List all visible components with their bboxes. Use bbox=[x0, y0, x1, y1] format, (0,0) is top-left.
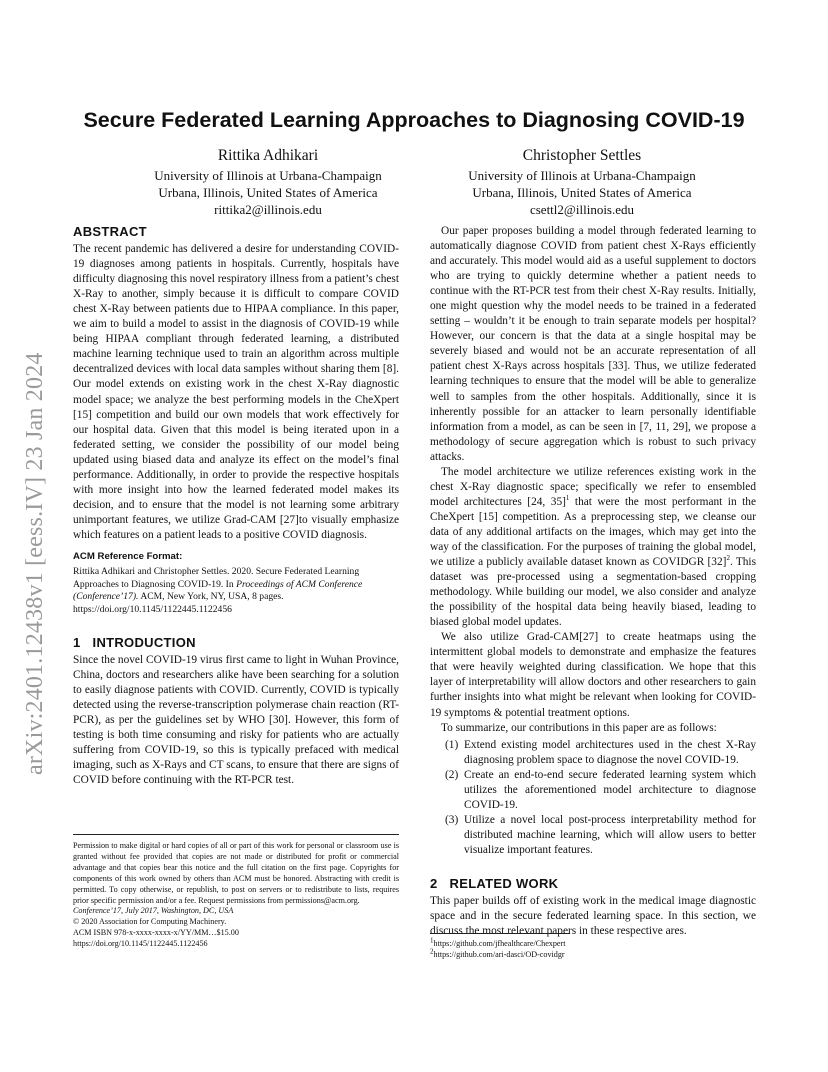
reference-format-text: Rittika Adhikari and Christopher Settles. 2020. Secure Federated Learning Approaches to Diagnosing COVID-19. In Proceedings of ACM Conference (Conference’17). ACM, New York, NY, USA, 8 pages. https://doi.org/10.1145/1122445.1122456 bbox=[73, 565, 363, 616]
author-block-1 bbox=[118, 146, 418, 218]
author-email: csettl2@illinois.edu bbox=[529, 202, 635, 217]
list-item: (2) Create an end-to-end secure federated learning system which utilizes the aforementioned model architecture to diagnose COVID-19. bbox=[445, 768, 756, 811]
abstract-heading: ABSTRACT bbox=[73, 224, 147, 239]
author-name: Christopher Settles bbox=[522, 147, 642, 164]
author-location: Urbana, Illinois, United States of America bbox=[158, 185, 378, 200]
footnote-1: $^1$https://github.com/jfhealthcare/Chexpert bbox=[430, 936, 566, 948]
right-column bbox=[430, 224, 756, 939]
contributions-list bbox=[430, 738, 756, 858]
abstract-text: The recent pandemic has delivered a desire for understanding COVID-19 diagnoses among patients in hospitals. Currently, hospitals have difficulty diagnosing this novel respiratory illness from a patient’s chest X-Ray to another, simply because it is difficult to compare COVID chest X-Ray between patients due to HIPAA compliance. In this paper, we aim to build a model to assist in the diagnosis of COVID-19 while being HIPAA compliant through federated learning, a distributed machine learning technique used to train an algorithm across multiple decentralized devices with local data samples without sharing them [8]. Our model extends on existing work in the chest X-Ray diagnostic model space; we analyze the best performing models in the CheXpert [15] competition and build our own models that work effectively for our hospital data. Given that this model is being iterated upon in a federated setting, we consider the possibility of our model being updated using biased data and analyze its effect on the model’s final performance. Additionally, in order to provide the respective hospitals with more insight into how the learned federated model makes its decision, and to ensure that the model is not learning some arbitrary unimportant features, we utilize Grad-CAM [27]to visually emphasize which features on a patient leads to a positive COVID diagnosis. bbox=[73, 243, 399, 541]
author-block-2 bbox=[432, 146, 732, 218]
permission-notice bbox=[73, 834, 399, 950]
copyright-line: © 2020 Association for Computing Machinery. bbox=[73, 917, 227, 927]
introduction-heading: 1 INTRODUCTION bbox=[73, 634, 196, 650]
footnotes bbox=[430, 933, 570, 960]
paper-title: Secure Federated Learning Approaches to Diagnosing COVID-19 bbox=[83, 108, 745, 132]
author-location: Urbana, Illinois, United States of America bbox=[472, 185, 692, 200]
list-item: (1) Extend existing model architectures used in the chest X-Ray diagnosing problem space to diagnose the novel COVID-19. bbox=[445, 738, 756, 766]
isbn-line: ACM ISBN 978-x-xxxx-xxxx-x/YY/MM…$15.00 bbox=[73, 928, 239, 938]
arxiv-identifier-stamp: arXiv:2401.12438v1 [eess.IV] 23 Jan 2024 bbox=[22, 352, 48, 775]
list-item: (3) Utilize a novel local post-process interpretability method for distributed machine learning, which will allow users to better visualize important features. bbox=[445, 813, 756, 856]
body-paragraph: We also utilize Grad-CAM[27] to create heatmaps using the intermittent global models to demonstrate and emphasize the features that were heavily weighted during classification. We hope that this layer of interpretability will allow doctors and other researchers to gain further insights into what might be relevant when looking for COVID-19 symptoms & potential treatment options. bbox=[430, 631, 756, 719]
left-column bbox=[73, 224, 399, 788]
related-work-text: This paper builds off of existing work in the medical image diagnostic space and in the secure federated learning space. In this section, we discuss the most relevant papers in these respective ares. bbox=[430, 895, 756, 938]
acm-reference-format bbox=[73, 551, 399, 617]
introduction-text: Since the novel COVID-19 virus first came to light in Wuhan Province, China, doctors and researchers alike have been searching for a solution to easily diagnose patients with COVID. Currently, COVID is typically detected using the reverse-transcription polymerase chain reaction (RT-PCR), as per the guidelines set by WHO [30]. However, this form of testing is both time consuming and risky for patients who are actually suffering from COVID-19, so this is typically prefaced with medical imaging, such as X-Rays and CT scans, to ensure that there are signs of COVID before continuing with the RT-PCR test. bbox=[73, 654, 399, 787]
doi-line: https://doi.org/10.1145/1122445.1122456 bbox=[73, 939, 208, 949]
footnote-2: $^2$https://github.com/ari-dasci/OD-covidgr bbox=[430, 947, 565, 959]
author-name: Rittika Adhikari bbox=[217, 147, 319, 164]
conference-line: Conference’17, July 2017, Washington, DC, USA bbox=[73, 906, 234, 916]
footnote-marker: 2 bbox=[726, 554, 730, 563]
body-paragraph: The model architecture we utilize references existing work in the chest X-Ray diagnostic space; specifically we refer to ensembled model architectures [24, 35]$^1$ that were the most performant in the CheXpert [15] competition. As a preprocessing step, we cleanse our data of any additional artifacts on the images, which may get into the way of the classification. For the purposes of training the global model, we utilize a publicly available dataset known as COVIDGR $[32]^2$. This dataset was pre-processed using a segmentation-based cropping methodology. While building our model, we also consider and analyze the possibility of the hospital data being heavily biased, leading to biased global model updates. bbox=[430, 465, 756, 629]
related-work-heading: 2 RELATED WORK bbox=[430, 875, 559, 891]
author-affiliation: University of Illinois at Urbana-Champaign bbox=[154, 168, 382, 183]
footnote-marker: 1 bbox=[565, 494, 570, 503]
author-affiliation: University of Illinois at Urbana-Champaign bbox=[468, 168, 696, 183]
permission-text: Permission to make digital or hard copies of all or part of this work for personal or classroom use is granted without fee provided that copies are not made or distributed for profit or commercial advantage and that copies bear this notice and the full citation on the first page. Copyrights for components of this work owned by others than ACM must be honored. Abstracting with credit is permitted. To copy otherwise, or republish, to post on servers or to redistribute to lists, requires prior specific permission and/or a fee. Request permissions from permissions@acm.org. bbox=[73, 841, 399, 905]
author-email: rittika2@illinois.edu bbox=[214, 202, 322, 217]
body-paragraph: Our paper proposes building a model through federated learning to automatically diagnose COVID from patient chest X-Rays efficiently and accurately. This model would aid as a useful supplement to doctors who are trying to quickly determine whether a patient needs to continue with the RT-PCR test from their chest X-Ray results. Initially, one might question why the model needs to be trained in a federated setting – wouldn’t it be enough to train separate models per hospital? However, our concern is that the data at a single hospital may be severely biased and would not be an accurate representation of all patient chest X-Rays across hospitals [33]. Thus, we utilize federated learning techniques to ensure that the model will be able to generalize well to samples from the other hospitals. Additionally, since it is inherently possible for an attacker to learn personally identifiable information from a model, as can be seen in [7, 11, 29], we propose a methodology of secure aggregation which is robust to such privacy attacks. bbox=[430, 225, 756, 463]
body-paragraph: To summarize, our contributions in this paper are as follows: bbox=[441, 721, 717, 734]
reference-format-heading: ACM Reference Format: bbox=[73, 550, 183, 562]
